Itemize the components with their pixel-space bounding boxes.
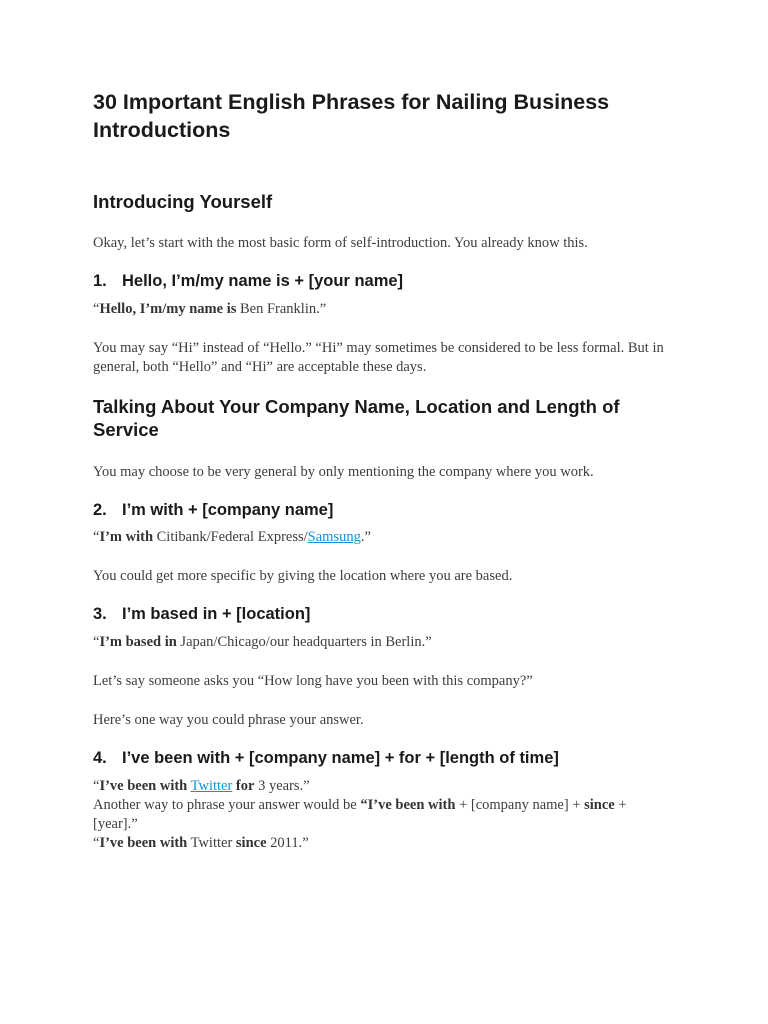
phrase-4-alternative <box>93 796 673 834</box>
phrase-4-example-2 <box>93 834 673 853</box>
phrase-1-heading <box>93 271 693 291</box>
phrase-3-note-1: Let’s say someone asks you “How long have you been with this company?” <box>93 673 533 689</box>
twitter-link[interactable]: Twitter <box>190 778 233 794</box>
phrase-4-heading <box>93 748 693 768</box>
example-mid: Twitter <box>187 835 236 851</box>
phrase-1-note: You may say “Hi” instead of “Hello.” “Hi” may sometimes be considered to be less formal. But in general, both “Hello” and “Hi” are acceptable these days. <box>93 340 664 375</box>
phrase-1-example <box>93 300 673 319</box>
alt-text: Another way to phrase your answer would be <box>93 797 361 813</box>
phrase-title: I’m with + [company name] <box>122 501 334 519</box>
phrase-number: 2. <box>93 501 107 519</box>
quote-close: .” <box>360 529 371 545</box>
example-bold: Hello, I’m/my name is <box>99 301 237 317</box>
phrase-3-note-2: Here’s one way you could phrase your answer. <box>93 712 364 728</box>
example-bold: for <box>235 778 255 794</box>
example-bold: I’ve been with <box>99 778 188 794</box>
example-rest: 2011.” <box>266 835 309 851</box>
alt-mid: + [company name] + <box>455 797 585 813</box>
section-intro-paragraph: You may choose to be very general by only mentioning the company where you work. <box>93 464 594 480</box>
phrase-3-heading <box>93 604 693 624</box>
quote-open: “ <box>93 778 100 794</box>
phrase-2-example <box>93 528 673 547</box>
phrase-4-example-1 <box>93 777 673 796</box>
phrase-2-note: You could get more specific by giving the location where you are based. <box>93 568 513 584</box>
phrase-title: Hello, I’m/my name is + [your name] <box>122 272 404 290</box>
section-heading-company-location: Talking About Your Company Name, Location and Length of Service <box>93 396 620 440</box>
example-rest: Japan/Chicago/our headquarters in Berlin.” <box>176 634 432 650</box>
quote-open: “ <box>93 634 100 650</box>
quote-open: “ <box>93 301 100 317</box>
phrase-title: I’ve been with + [company name] + for + [length of time] <box>122 749 559 767</box>
phrase-number: 1. <box>93 272 107 290</box>
quote-open: “ <box>93 835 100 851</box>
alt-bold-since: since <box>584 797 615 813</box>
example-bold-since: since <box>235 835 267 851</box>
example-mid: Citibank/Federal Express/ <box>153 529 308 545</box>
document-title: 30 Important English Phrases for Nailing Business Introductions <box>93 90 610 142</box>
phrase-2-heading <box>93 500 693 520</box>
example-bold: I’m based in <box>99 634 177 650</box>
phrase-number: 4. <box>93 749 107 767</box>
alt-end: + [year].” <box>93 797 627 832</box>
alt-bold: “I’ve been with <box>360 797 456 813</box>
samsung-link[interactable]: Samsung <box>307 529 361 545</box>
quote-open: “ <box>93 529 100 545</box>
example-rest: 3 years.” <box>254 778 310 794</box>
section-intro-paragraph: Okay, let’s start with the most basic form of self-introduction. You already know this. <box>93 235 588 251</box>
phrase-3-example <box>93 633 673 652</box>
phrase-number: 3. <box>93 605 107 623</box>
example-bold: I’m with <box>99 529 154 545</box>
example-bold: I’ve been with <box>99 835 188 851</box>
example-rest: Ben Franklin.” <box>236 301 327 317</box>
section-heading-introducing-yourself: Introducing Yourself <box>93 191 273 212</box>
phrase-title: I’m based in + [location] <box>122 605 311 623</box>
